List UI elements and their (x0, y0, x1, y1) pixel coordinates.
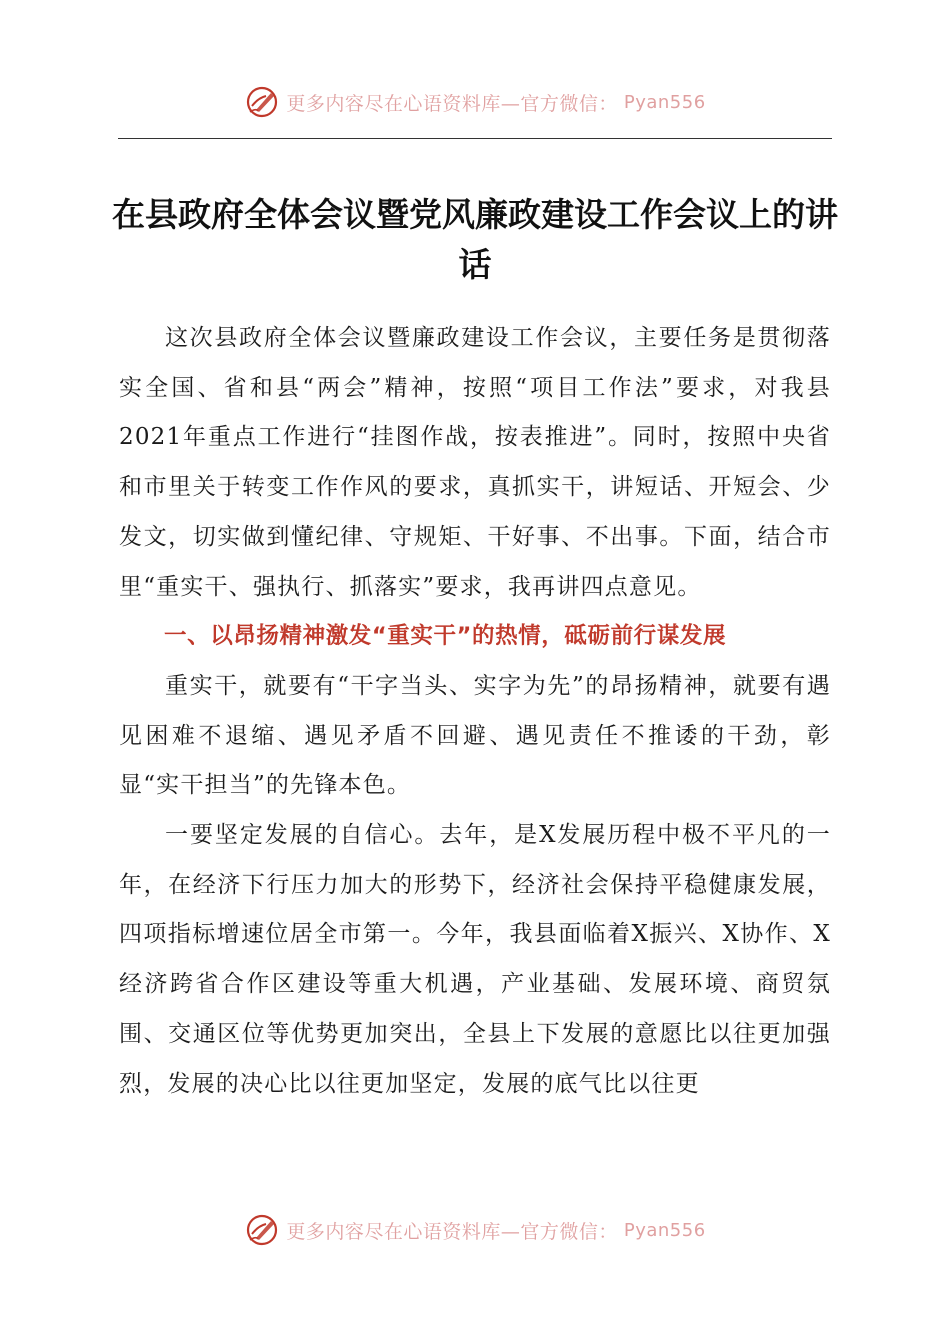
document-title: 在县政府全体会议暨党风廉政建设工作会议上的讲话 (112, 195, 838, 285)
header-watermark (0, 80, 950, 124)
watermark-wechat-id: Pyan556 (623, 91, 706, 113)
header-divider (118, 138, 832, 139)
watermark-wechat-id: Pyan556 (623, 1219, 706, 1241)
watermark-cn-text: 更多内容尽在心语资料库—官方微信： (286, 92, 618, 115)
watermark-cn-text: 更多内容尽在心语资料库—官方微信： (286, 1220, 618, 1243)
pen-circle-logo-icon (244, 84, 280, 120)
section-paragraph: 一要坚定发展的自信心。去年，是X发展历程中极不平凡的一年，在经济下行压力加大的形势下，经济社会保持平稳健康发展，四项指标增速位居全市第一。今年，我县面临着X振兴、X协作、X经济跨省合作区建设等重大机遇，产业基础、发展环境、商贸氛围、交通区位等优势更加突出，全县上下发展的意愿比以往更加强烈，发展的决心比以往更加坚定，发展的底气比以往更 (119, 822, 831, 1097)
footer-watermark (0, 1208, 950, 1252)
pen-circle-logo-icon (244, 1212, 280, 1248)
section-paragraph: 重实干，就要有“干字当头、实字为先”的昂扬精神，就要有遇见困难不退缩、遇见矛盾不回避、遇见责任不推诿的干劲，彰显“实干担当”的先锋本色。 (119, 672, 831, 799)
intro-paragraph: 这次县政府全体会议暨廉政建设工作会议，主要任务是贯彻落实全国、省和县“两会”精神，按照“项目工作法”要求，对我县2021年重点工作进行“挂图作战，按表推进”。同时，按照中央省和市里关于转变工作作风的要求，真抓实干，讲短话、开短会、少发文，切实做到懂纪律、守规矩、干好事、不出事。下面，结合市里“重实干、强执行、抓落实”要求，我再讲四点意见。 (119, 325, 831, 600)
document-body (119, 314, 831, 1109)
section-heading: 一、以昂扬精神激发“重实干”的热情，砥砺前行谋发展 (164, 623, 727, 650)
